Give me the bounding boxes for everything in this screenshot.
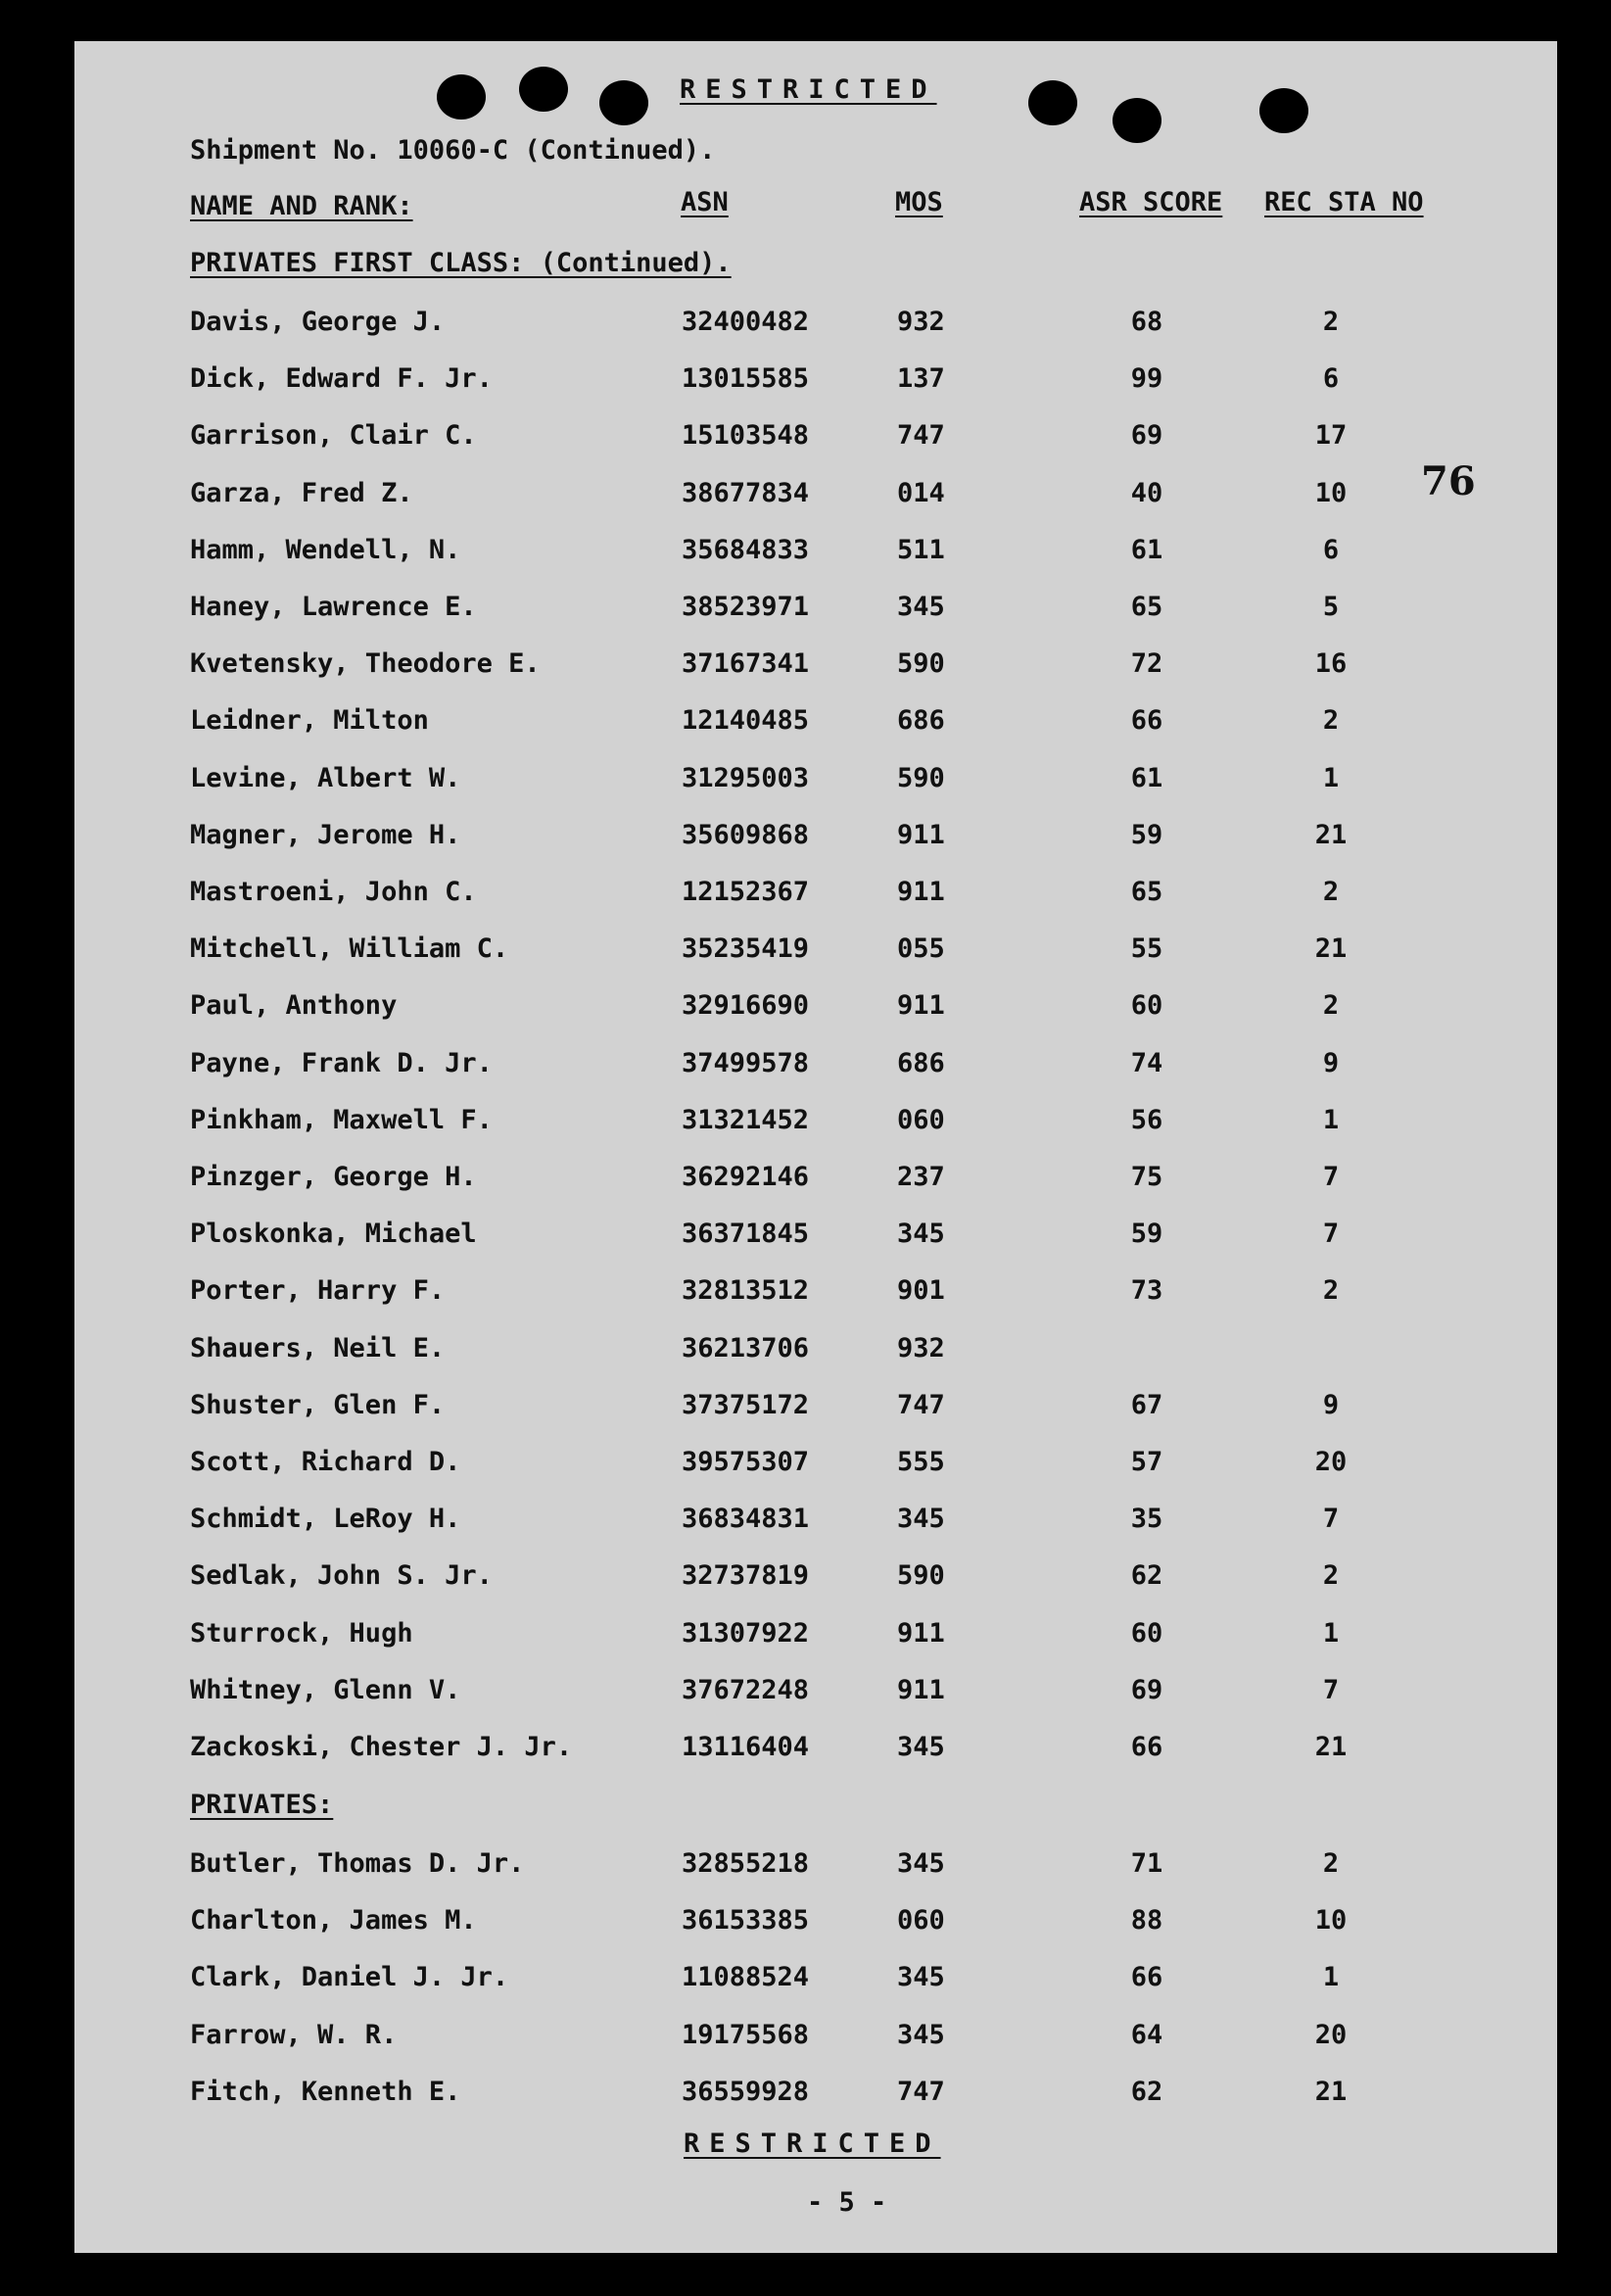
cell-rec: 2 — [1322, 877, 1340, 907]
punch-hole — [1028, 80, 1077, 125]
punch-hole — [1259, 88, 1308, 133]
cell-asn: 37167341 — [682, 648, 810, 679]
cell-asn: 36834831 — [682, 1504, 810, 1534]
cell-name: Haney, Lawrence E. — [190, 592, 477, 622]
cell-asn: 32737819 — [682, 1560, 810, 1591]
column-header-asr-score: ASR SCORE — [1079, 187, 1223, 217]
cell-asr: 62 — [1130, 1560, 1163, 1591]
column-header-asn: ASN — [681, 187, 729, 217]
cell-rec: 7 — [1322, 1504, 1340, 1534]
cell-asr: 74 — [1130, 1048, 1163, 1078]
cell-asr: 69 — [1130, 1675, 1163, 1705]
cell-mos: 345 — [897, 1219, 945, 1249]
cell-name: Pinkham, Maxwell F. — [190, 1105, 493, 1135]
cell-mos: 237 — [897, 1162, 945, 1192]
cell-name: Whitney, Glenn V. — [190, 1675, 461, 1705]
cell-mos: 911 — [897, 1618, 945, 1649]
cell-asn: 36213706 — [682, 1333, 810, 1363]
cell-name: Shuster, Glen F. — [190, 1390, 446, 1420]
cell-asn: 31295003 — [682, 763, 810, 793]
cell-mos: 911 — [897, 820, 945, 850]
cell-mos: 555 — [897, 1447, 945, 1477]
cell-asr: 55 — [1130, 933, 1163, 964]
cell-name: Kvetensky, Theodore E. — [190, 648, 541, 679]
cell-asr: 66 — [1130, 705, 1163, 736]
cell-asr: 57 — [1130, 1447, 1163, 1477]
cell-asr: 60 — [1130, 1618, 1163, 1649]
cell-mos: 686 — [897, 705, 945, 736]
cell-asn: 13116404 — [682, 1732, 810, 1762]
cell-rec: 7 — [1322, 1162, 1340, 1192]
cell-name: Butler, Thomas D. Jr. — [190, 1848, 525, 1879]
cell-name: Mastroeni, John C. — [190, 877, 477, 907]
cell-asr: 67 — [1130, 1390, 1163, 1420]
cell-asr: 88 — [1130, 1905, 1163, 1936]
cell-name: Farrow, W. R. — [190, 2020, 398, 2050]
cell-asr: 56 — [1130, 1105, 1163, 1135]
cell-name: Hamm, Wendell, N. — [190, 535, 461, 565]
cell-rec: 7 — [1322, 1219, 1340, 1249]
cell-asn: 38523971 — [682, 592, 810, 622]
document-page — [74, 41, 1557, 2253]
cell-mos: 137 — [897, 363, 945, 394]
cell-mos: 901 — [897, 1275, 945, 1306]
cell-asn: 36153385 — [682, 1905, 810, 1936]
cell-mos: 590 — [897, 648, 945, 679]
cell-name: Paul, Anthony — [190, 990, 398, 1021]
cell-rec: 6 — [1322, 535, 1340, 565]
page-number: - 5 - — [807, 2187, 887, 2218]
cell-asn: 37499578 — [682, 1048, 810, 1078]
cell-mos: 911 — [897, 990, 945, 1021]
cell-rec: 21 — [1314, 933, 1348, 964]
cell-name: Pinzger, George H. — [190, 1162, 477, 1192]
cell-rec: 1 — [1322, 1962, 1340, 1992]
cell-asn: 38677834 — [682, 478, 810, 508]
cell-mos: 911 — [897, 1675, 945, 1705]
cell-mos: 345 — [897, 1962, 945, 1992]
cell-asr: 64 — [1130, 2020, 1163, 2050]
cell-asn: 32855218 — [682, 1848, 810, 1879]
cell-asr: 66 — [1130, 1962, 1163, 1992]
cell-name: Mitchell, William C. — [190, 933, 509, 964]
cell-rec: 1 — [1322, 763, 1340, 793]
punch-hole — [599, 80, 648, 125]
cell-asr: 75 — [1130, 1162, 1163, 1192]
cell-name: Payne, Frank D. Jr. — [190, 1048, 493, 1078]
cell-name: Levine, Albert W. — [190, 763, 461, 793]
column-header-name: NAME AND RANK: — [190, 191, 413, 221]
cell-asr: 35 — [1130, 1504, 1163, 1534]
cell-mos: 911 — [897, 877, 945, 907]
cell-mos: 014 — [897, 478, 945, 508]
cell-mos: 060 — [897, 1105, 945, 1135]
cell-mos: 345 — [897, 1504, 945, 1534]
cell-mos: 590 — [897, 1560, 945, 1591]
section-heading-privates: PRIVATES: — [190, 1790, 334, 1820]
cell-mos: 060 — [897, 1905, 945, 1936]
cell-rec: 2 — [1322, 990, 1340, 1021]
cell-asr: 40 — [1130, 478, 1163, 508]
cell-asn: 36292146 — [682, 1162, 810, 1192]
cell-mos: 932 — [897, 1333, 945, 1363]
cell-asn: 12152367 — [682, 877, 810, 907]
cell-rec: 10 — [1314, 1905, 1348, 1936]
cell-rec: 6 — [1322, 363, 1340, 394]
cell-asr: 61 — [1130, 763, 1163, 793]
cell-name: Fitch, Kenneth E. — [190, 2077, 461, 2107]
shipment-number: Shipment No. 10060-C (Continued). — [190, 135, 716, 166]
cell-asn: 39575307 — [682, 1447, 810, 1477]
cell-mos: 590 — [897, 763, 945, 793]
cell-mos: 932 — [897, 307, 945, 337]
classification-header: RESTRICTED — [680, 74, 937, 105]
column-header-mos: MOS — [895, 187, 943, 217]
cell-mos: 055 — [897, 933, 945, 964]
cell-mos: 686 — [897, 1048, 945, 1078]
classification-footer: RESTRICTED — [684, 2129, 941, 2159]
cell-asn: 31307922 — [682, 1618, 810, 1649]
cell-asr: 69 — [1130, 420, 1163, 451]
cell-asr: 66 — [1130, 1732, 1163, 1762]
cell-asn: 31321452 — [682, 1105, 810, 1135]
cell-asn: 36559928 — [682, 2077, 810, 2107]
cell-name: Ploskonka, Michael — [190, 1219, 477, 1249]
punch-hole — [519, 67, 568, 112]
cell-name: Sturrock, Hugh — [190, 1618, 413, 1649]
cell-name: Garza, Fred Z. — [190, 478, 413, 508]
cell-asn: 35684833 — [682, 535, 810, 565]
cell-rec: 1 — [1322, 1105, 1340, 1135]
cell-asn: 19175568 — [682, 2020, 810, 2050]
cell-mos: 747 — [897, 1390, 945, 1420]
cell-name: Leidner, Milton — [190, 705, 429, 736]
cell-asn: 32813512 — [682, 1275, 810, 1306]
cell-name: Scott, Richard D. — [190, 1447, 461, 1477]
cell-mos: 345 — [897, 1732, 945, 1762]
cell-asr: 65 — [1130, 877, 1163, 907]
cell-rec: 20 — [1314, 2020, 1348, 2050]
cell-rec: 7 — [1322, 1675, 1340, 1705]
cell-asr: 68 — [1130, 307, 1163, 337]
cell-asn: 35609868 — [682, 820, 810, 850]
cell-name: Zackoski, Chester J. Jr. — [190, 1732, 573, 1762]
cell-name: Davis, George J. — [190, 307, 446, 337]
cell-asr: 60 — [1130, 990, 1163, 1021]
cell-name: Garrison, Clair C. — [190, 420, 477, 451]
cell-rec: 2 — [1322, 705, 1340, 736]
cell-rec: 2 — [1322, 307, 1340, 337]
cell-asr: 73 — [1130, 1275, 1163, 1306]
cell-rec: 21 — [1314, 2077, 1348, 2107]
cell-name: Dick, Edward F. Jr. — [190, 363, 493, 394]
cell-asn: 11088524 — [682, 1962, 810, 1992]
cell-asn: 32400482 — [682, 307, 810, 337]
cell-rec: 9 — [1322, 1048, 1340, 1078]
cell-asn: 35235419 — [682, 933, 810, 964]
cell-rec: 16 — [1314, 648, 1348, 679]
cell-asn: 12140485 — [682, 705, 810, 736]
cell-rec: 21 — [1314, 820, 1348, 850]
cell-asn: 37672248 — [682, 1675, 810, 1705]
cell-rec: 5 — [1322, 592, 1340, 622]
cell-asr: 65 — [1130, 592, 1163, 622]
cell-name: Charlton, James M. — [190, 1905, 477, 1936]
section-heading-privates-first-class: PRIVATES FIRST CLASS: (Continued). — [190, 248, 732, 278]
cell-rec: 20 — [1314, 1447, 1348, 1477]
cell-name: Shauers, Neil E. — [190, 1333, 446, 1363]
cell-rec: 1 — [1322, 1618, 1340, 1649]
cell-mos: 345 — [897, 592, 945, 622]
cell-asn: 32916690 — [682, 990, 810, 1021]
cell-asr: 59 — [1130, 820, 1163, 850]
cell-name: Magner, Jerome H. — [190, 820, 461, 850]
cell-mos: 345 — [897, 2020, 945, 2050]
cell-asr: 71 — [1130, 1848, 1163, 1879]
cell-mos: 345 — [897, 1848, 945, 1879]
cell-rec: 17 — [1314, 420, 1348, 451]
cell-asn: 37375172 — [682, 1390, 810, 1420]
cell-rec: 2 — [1322, 1848, 1340, 1879]
cell-asr: 72 — [1130, 648, 1163, 679]
cell-rec: 10 — [1314, 478, 1348, 508]
cell-asn: 13015585 — [682, 363, 810, 394]
cell-name: Sedlak, John S. Jr. — [190, 1560, 493, 1591]
cell-asr: 62 — [1130, 2077, 1163, 2107]
cell-rec: 2 — [1322, 1560, 1340, 1591]
cell-mos: 747 — [897, 420, 945, 451]
handwritten-page-annotation: 76 — [1421, 458, 1476, 504]
cell-rec: 2 — [1322, 1275, 1340, 1306]
column-header-rec-sta-no: REC STA NO — [1264, 187, 1424, 217]
cell-name: Clark, Daniel J. Jr. — [190, 1962, 509, 1992]
cell-name: Porter, Harry F. — [190, 1275, 446, 1306]
cell-rec: 21 — [1314, 1732, 1348, 1762]
cell-asn: 15103548 — [682, 420, 810, 451]
punch-hole — [1113, 98, 1161, 143]
cell-asr: 61 — [1130, 535, 1163, 565]
cell-mos: 511 — [897, 535, 945, 565]
punch-hole — [437, 74, 486, 120]
cell-mos: 747 — [897, 2077, 945, 2107]
cell-name: Schmidt, LeRoy H. — [190, 1504, 461, 1534]
cell-asr: 59 — [1130, 1219, 1163, 1249]
cell-asn: 36371845 — [682, 1219, 810, 1249]
cell-rec: 9 — [1322, 1390, 1340, 1420]
cell-asr: 99 — [1130, 363, 1163, 394]
